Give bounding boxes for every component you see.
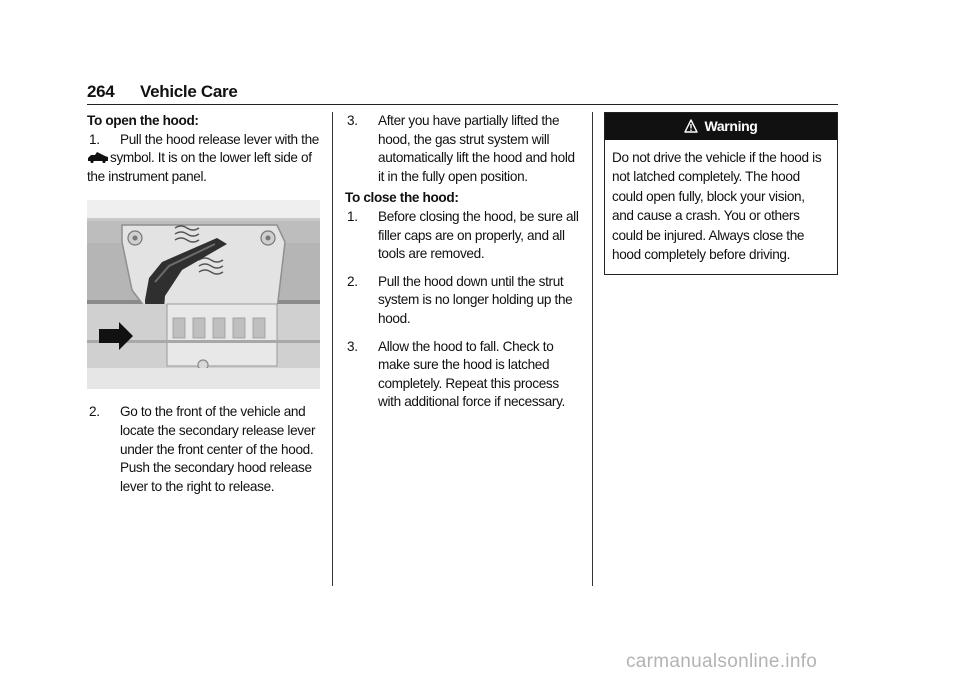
column-divider	[592, 112, 593, 586]
page-number: 264	[87, 82, 115, 101]
page-header	[87, 82, 838, 106]
column-divider	[332, 112, 333, 586]
step-number: 3.	[347, 338, 358, 354]
step-text: Pull the hood release lever with the	[120, 131, 319, 147]
open-step-1-continued	[87, 149, 321, 186]
step-number: 3.	[347, 113, 358, 128]
header-rule	[87, 104, 838, 105]
step-number: 2.	[347, 273, 358, 289]
hood-latch-illustration	[87, 200, 320, 389]
warning-triangle-icon	[684, 119, 698, 134]
watermark: carmanualsonline.info	[626, 651, 818, 672]
close-step-3	[345, 338, 581, 412]
open-step-1	[87, 131, 321, 150]
step-text: Pull the hood down until the strut system is no longer holding up the hood.	[378, 273, 573, 326]
warning-header	[605, 113, 837, 140]
step-text: symbol. It is on the lower left side of the instrument panel.	[87, 150, 312, 184]
close-step-1	[345, 208, 581, 264]
left-column	[87, 112, 321, 496]
close-step-2	[345, 273, 581, 329]
step-number: 1.	[89, 131, 100, 147]
step-text: Before closing the hood, be sure all filler caps are on properly, and all tools are removed.	[378, 208, 579, 262]
middle-column	[345, 112, 581, 412]
car-hood-open-icon	[87, 151, 109, 163]
open-hood-heading: To open the hood:	[87, 113, 199, 128]
warning-text: Do not drive the vehicle if the hood is not latched completely. The hood could open fully, block your vision, and cause a crash. You or others could be injured. Always close the hood completely before driving.	[612, 150, 822, 263]
close-hood-heading: To close the hood:	[345, 190, 459, 206]
right-column	[604, 112, 838, 275]
step-number: 2.	[89, 404, 100, 420]
open-step-2	[87, 403, 321, 496]
step-text: Go to the front of the vehicle and locate the secondary release lever under the front center of the hood. Push the secondary hood release lever to the right to release.	[120, 404, 316, 494]
step-number: 1.	[347, 208, 358, 224]
step-text: Allow the hood to fall. Check to make sure the hood is latched completely. Repeat this process with additional force if necessary.	[378, 338, 565, 410]
open-step-3	[345, 112, 581, 186]
step-text: After you have partially lifted the hood, the gas strut system will automatically lift the hood and hold it in the fully open position.	[378, 113, 575, 184]
warning-title: Warning	[704, 118, 758, 134]
section-title: Vehicle Care	[140, 82, 238, 101]
warning-box	[604, 112, 838, 275]
